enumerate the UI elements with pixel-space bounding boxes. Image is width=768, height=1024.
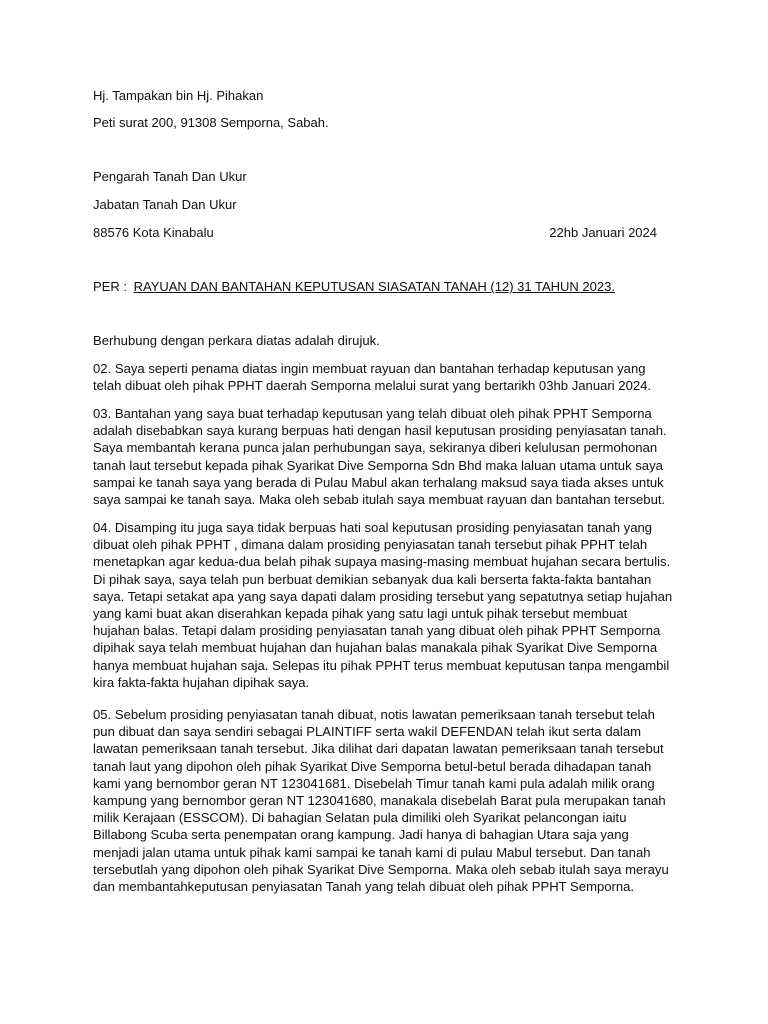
paragraph-02: 02. Saya seperti penama diatas ingin membuat rayuan dan bantahan terhadap keputusan yang telah dibuat oleh pihak PPHT daerah Semporna melalui surat yang bertarikh 03hb Januari 2024. — [93, 361, 652, 394]
subject-title: RAYUAN DAN BANTAHAN KEPUTUSAN SIASATAN TANAH (12) 31 TAHUN 2023. — [133, 279, 615, 294]
sender-name: Hj. Tampakan bin Hj. Pihakan — [93, 88, 264, 103]
opening-paragraph: Berhubung dengan perkara diatas adalah dirujuk. — [93, 333, 380, 348]
paragraph-04: 04. Disamping itu juga saya tidak berpuas hati soal keputusan prosiding penyiasatan tanah yang dibuat oleh pihak PPHT , dimana dalam prosiding penyiasatan tanah tersebut pihak PPHT telah menetapkan agar kedua-dua belah pihak supaya masing-masing membuat hujahan secara bertulis. Di pihak saya, saya telah pun berbuat demikian sebanyak dua kali berserta fakta-fakta bantahan saya. Tetapi setakat apa yang saya dapati dalam prosiding tersebut yang sepatutnya setiap hujahan yang kami buat akan diserahkan kepada pihak yang satu lagi untuk pihak tersebut membuat hujahan balas. Tetapi dalam prosiding penyiasatan tanah yang dibuat oleh pihak PPHT Semporna dipihak saya telah membuat hujahan dan hujahan balas manakala pihak Syarikat Dive Semporna hanya membuat hujahan saja. Selepas itu pihak PPHT terus membuat keputusan tanpa mengambil kira fakta-fakta hujahan dipihak saya. — [93, 520, 673, 690]
paragraph-03: 03. Bantahan yang saya buat terhadap keputusan yang telah dibuat oleh pihak PPHT Semporna adalah disebabkan saya kurang berpuas hati dengan hasil keputusan prosiding penyiasatan tanah. Saya membantah kerana punca jalan perhubungan saya, sekiranya diberi kelulusan permohonan tanah laut tersebut kepada pihak Syarikat Dive Semporna Sdn Bhd maka laluan utama untuk saya sampai ke tanah saya yang berada di Pulau Mabul akan terhalang maksud saya tiada akses untuk saya sampai ke tanah saya. Maka oleh sebab itulah saya membuat rayuan dan bantahan tersebut. — [93, 406, 667, 508]
paragraph-05: 05. Sebelum prosiding penyiasatan tanah dibuat, notis lawatan pemeriksaan tanah tersebut telah pun dibuat dan saya sendiri sebagai PLAINTIFF serta wakil DEFENDAN telah ikut serta dalam lawatan pemeriksaan tanah tersebut. Jika dilihat dari dapatan lawatan pemeriksaan tanah tersebut tanah laut yang dipohon oleh pihak Syarikat Dive Semporna betul-betul berada dihadapan tanah kami yang bernombor geran NT 123041681. Disebelah Timur tanah kami pula adalah milik orang kampung yang bernombor geran NT 123041680, manakala disebelah Barat pula merupakan tanah milik Kerajaan (ESSCOM). Di bahagian Selatan pula dimiliki oleh Syarikat pelancongan iaitu Billabong Scuba serta penempatan orang kampung. Jadi hanya di bahagian Utara saja yang menjadi jalan utama untuk pihak kami sampai ke tanah kami di pulau Mabul tersebut. Dan tanah tersebutlah yang dipohon oleh pihak Syarikat Dive Semporna. Maka oleh sebab itulah saya merayu dan membantahkeputusan penyiasatan Tanah yang telah dibuat oleh pihak PPHT Semporna. — [93, 707, 669, 895]
letter-date: 22hb Januari 2024 — [549, 225, 657, 240]
subject-prefix: PER : — [93, 279, 127, 294]
recipient-title: Pengarah Tanah Dan Ukur — [93, 169, 247, 184]
recipient-department: Jabatan Tanah Dan Ukur — [93, 197, 237, 212]
sender-address: Peti surat 200, 91308 Semporna, Sabah. — [93, 115, 329, 130]
subject-line — [93, 278, 615, 296]
recipient-city: 88576 Kota Kinabalu — [93, 225, 214, 240]
